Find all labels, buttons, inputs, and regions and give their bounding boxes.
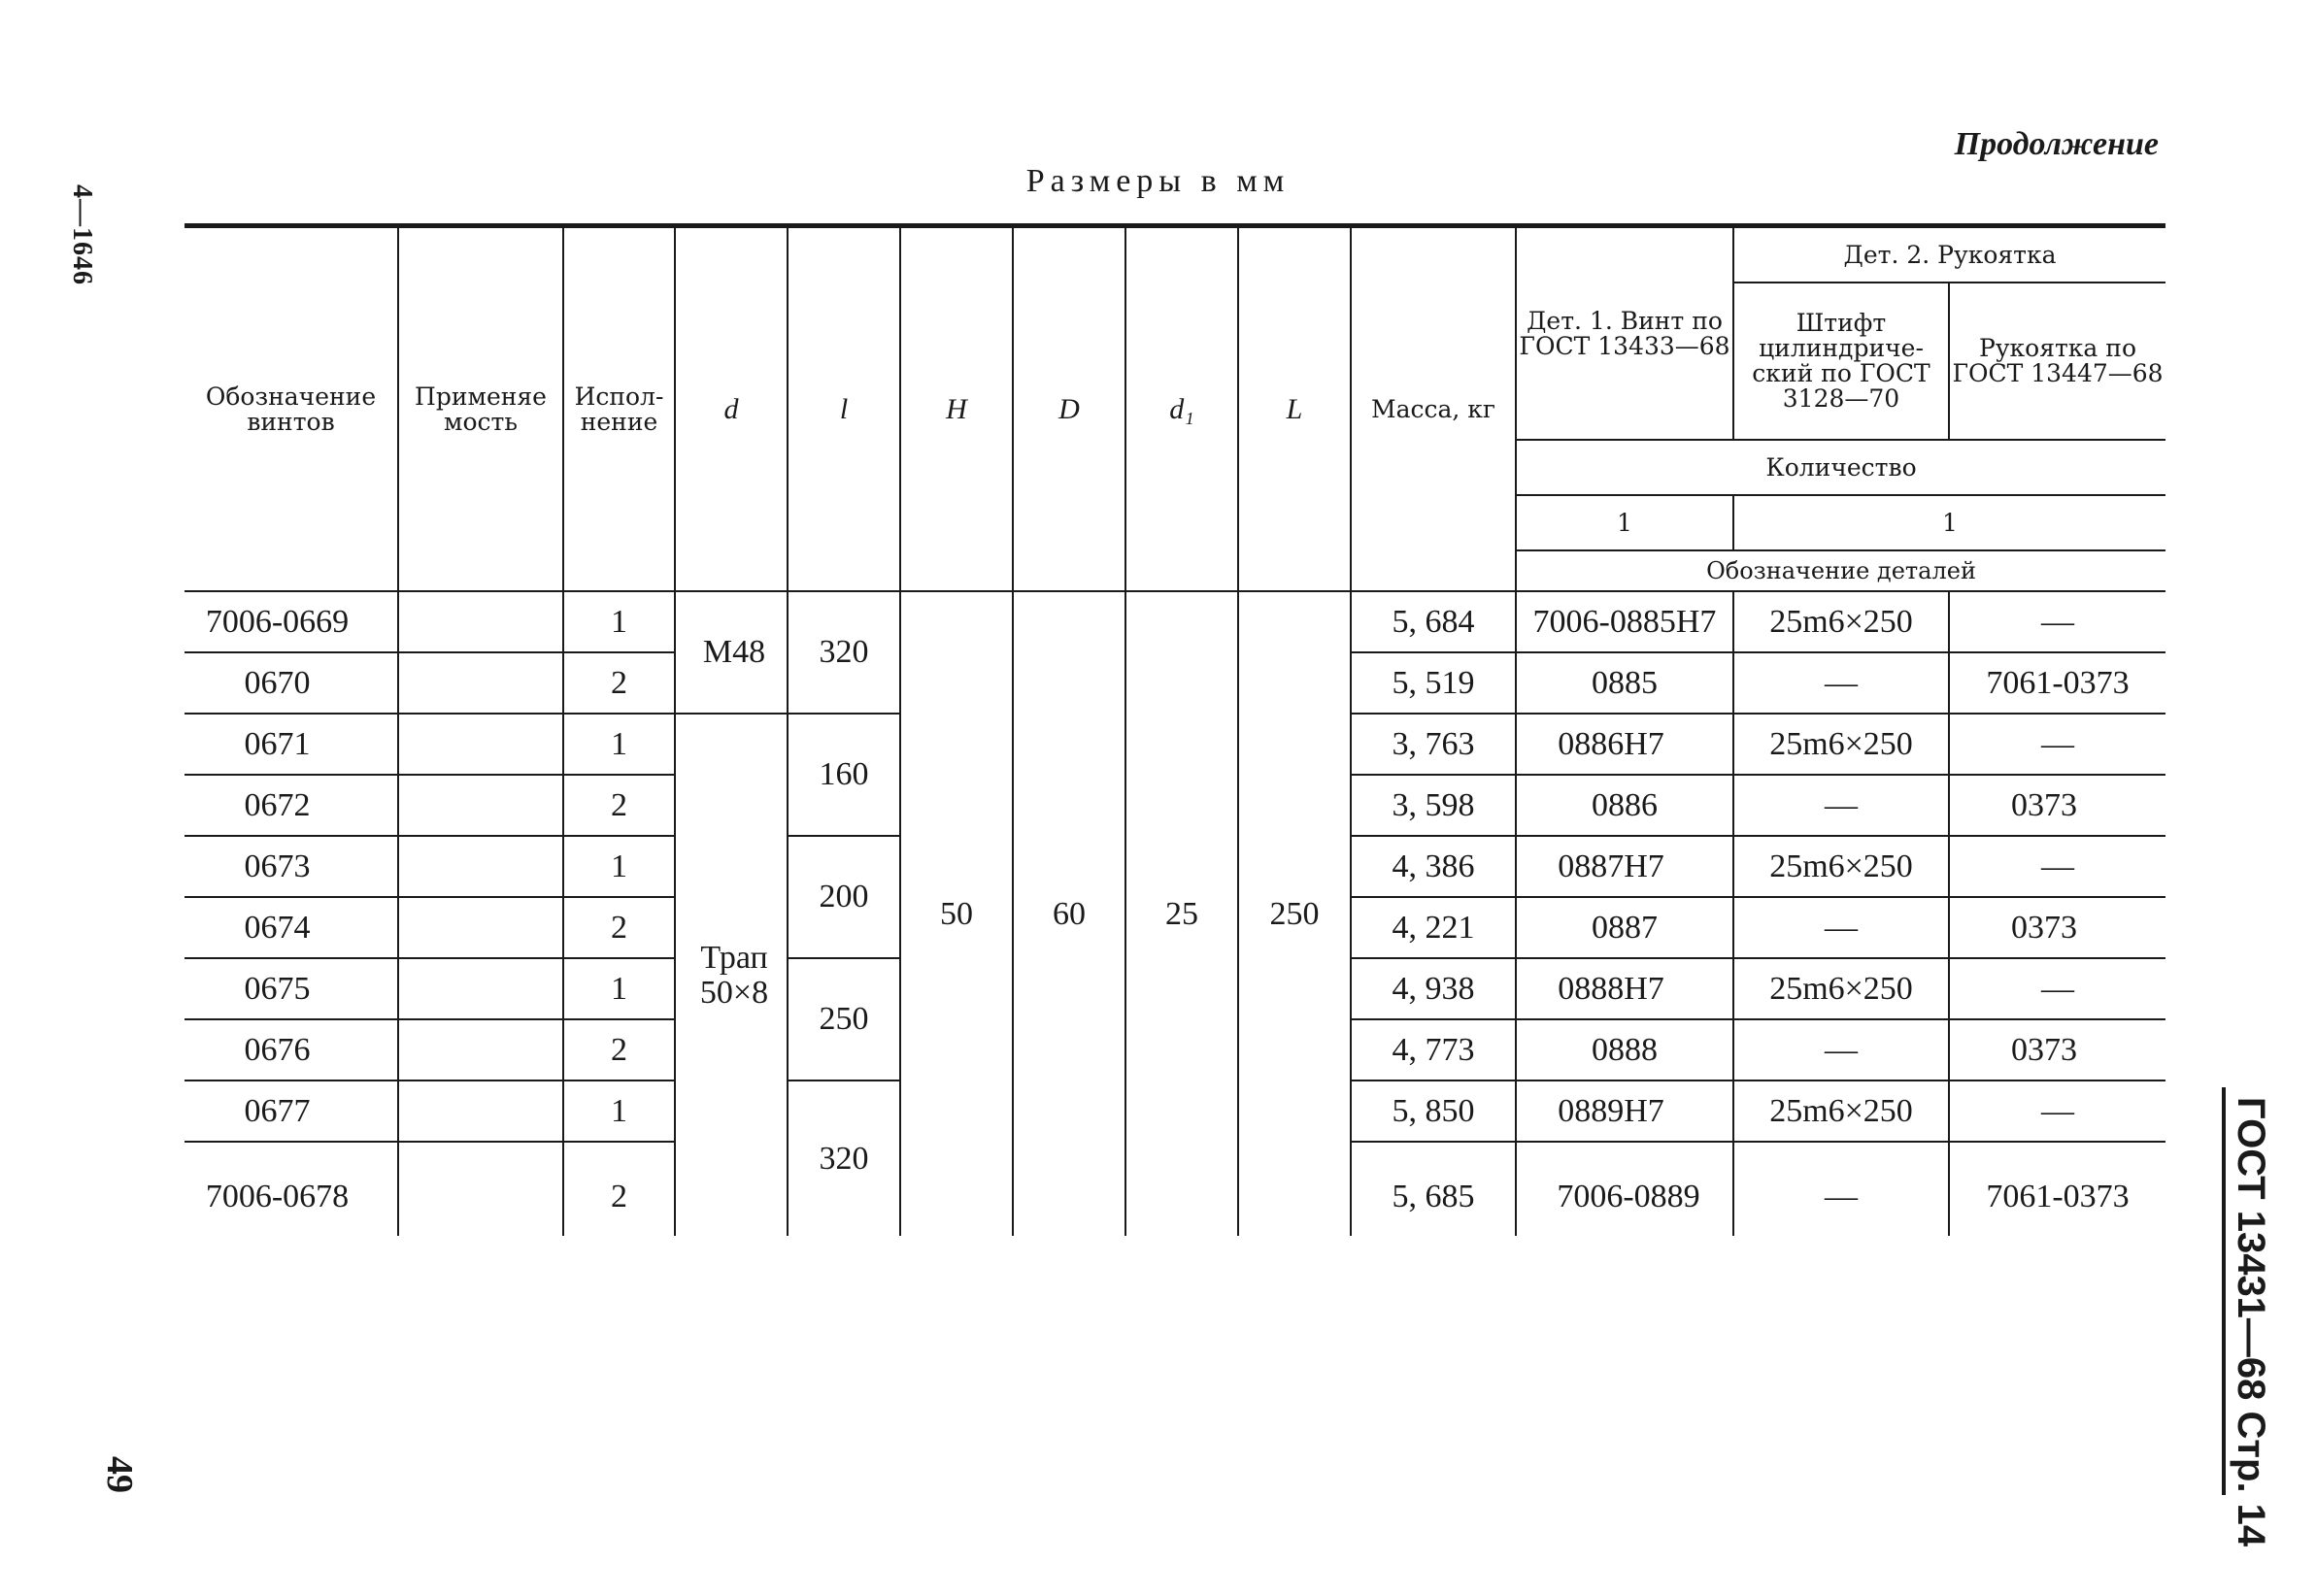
cell-designation: 0675: [185, 958, 398, 1019]
cell-screw: 7006-0885H7: [1516, 591, 1733, 652]
cell-designation: 0670: [185, 652, 398, 714]
cell-mass: 5, 850: [1351, 1081, 1516, 1142]
header-mass: Масса, кг: [1351, 226, 1516, 592]
specification-table: [185, 223, 2165, 1236]
cell-designation: 0673: [185, 836, 398, 897]
cell-pin: —: [1733, 652, 1949, 714]
cell-pin: 25m6×250: [1733, 714, 1949, 775]
cell-handle: —: [1949, 958, 2165, 1019]
cell-l-200: 200: [788, 836, 900, 958]
cell-version: 1: [563, 714, 675, 775]
page-number: 49: [99, 1456, 140, 1493]
header-applicability: Применяе мость: [398, 226, 563, 592]
cell-l-250: 250: [788, 958, 900, 1081]
cell-mass: 4, 386: [1351, 836, 1516, 897]
cell-handle: 0373: [1949, 897, 2165, 958]
cell-designation: 0674: [185, 897, 398, 958]
header-version: Испол-нение: [563, 226, 675, 592]
standard-reference-text: ГОСТ 13431—68 Стр. 14: [2230, 1097, 2272, 1547]
cell-screw: 0886H7: [1516, 714, 1733, 775]
cell-designation: 0672: [185, 775, 398, 836]
cell-d-trap: Трап 50×8: [675, 714, 788, 1236]
cell-screw: 7006-0889: [1516, 1142, 1733, 1236]
cell-l-320-b: 320: [788, 1081, 900, 1236]
cell-designation: 7006-0678: [185, 1142, 398, 1236]
cell-applicability: [398, 714, 563, 775]
cell-designation: 0671: [185, 714, 398, 775]
cell-mass: 3, 763: [1351, 714, 1516, 775]
cell-D: 60: [1013, 591, 1125, 1236]
cell-version: 1: [563, 591, 675, 652]
header-H: H: [900, 226, 1013, 592]
cell-applicability: [398, 1081, 563, 1142]
header-l: l: [788, 226, 900, 592]
cell-applicability: [398, 958, 563, 1019]
standard-reference-rule: [2222, 1087, 2226, 1495]
cell-applicability: [398, 775, 563, 836]
cell-mass: 5, 684: [1351, 591, 1516, 652]
cell-applicability: [398, 1019, 563, 1081]
table-row: [185, 591, 2165, 652]
cell-handle: —: [1949, 836, 2165, 897]
cell-handle: —: [1949, 591, 2165, 652]
cell-pin: 25m6×250: [1733, 591, 1949, 652]
cell-handle: 7061-0373: [1949, 652, 2165, 714]
cell-applicability: [398, 1142, 563, 1236]
cell-pin: 25m6×250: [1733, 1081, 1949, 1142]
header-qty-part2: 1: [1733, 495, 2165, 550]
cell-screw: 0889H7: [1516, 1081, 1733, 1142]
cell-applicability: [398, 591, 563, 652]
side-page-code: 4—1646: [67, 184, 97, 285]
cell-H: 50: [900, 591, 1013, 1236]
cell-handle: —: [1949, 1081, 2165, 1142]
dimensions-caption-text: Размеры в мм: [1025, 163, 1291, 199]
cell-version: 1: [563, 958, 675, 1019]
cell-version: 2: [563, 1142, 675, 1236]
cell-applicability: [398, 897, 563, 958]
cell-pin: 25m6×250: [1733, 958, 1949, 1019]
cell-applicability: [398, 836, 563, 897]
dimensions-caption: [0, 163, 2316, 200]
header-D: D: [1013, 226, 1125, 592]
cell-pin: —: [1733, 1019, 1949, 1081]
cell-applicability: [398, 652, 563, 714]
cell-handle: 0373: [1949, 1019, 2165, 1081]
header-quantity: Количество: [1516, 440, 2165, 495]
header-qty-part1: 1: [1516, 495, 1733, 550]
header-designation: Обозначение винтов: [185, 226, 398, 592]
cell-pin: —: [1733, 1142, 1949, 1236]
cell-designation: 0676: [185, 1019, 398, 1081]
cell-designation: 7006-0669: [185, 591, 398, 652]
cell-d1: 25: [1125, 591, 1238, 1236]
cell-screw: 0885: [1516, 652, 1733, 714]
continuation-label: Продолжение: [1954, 126, 2159, 162]
header-d1: d₁: [1125, 226, 1238, 592]
header-d: d: [675, 226, 788, 592]
cell-mass: 5, 519: [1351, 652, 1516, 714]
cell-L: 250: [1238, 591, 1351, 1236]
cell-screw: 0888: [1516, 1019, 1733, 1081]
cell-mass: 4, 221: [1351, 897, 1516, 958]
header-pin: Штифт цилиндриче-ский по ГОСТ 3128—70: [1733, 283, 1949, 440]
cell-screw: 0887: [1516, 897, 1733, 958]
cell-mass: 3, 598: [1351, 775, 1516, 836]
cell-version: 2: [563, 1019, 675, 1081]
header-part2: Дет. 2. Рукоятка: [1733, 226, 2165, 283]
cell-pin: 25m6×250: [1733, 836, 1949, 897]
header-L: L: [1238, 226, 1351, 592]
cell-pin: —: [1733, 897, 1949, 958]
cell-handle: 7061-0373: [1949, 1142, 2165, 1236]
cell-screw: 0887H7: [1516, 836, 1733, 897]
header-part1: Дет. 1. Винт по ГОСТ 13433—68: [1516, 226, 1733, 441]
header-part-designation: Обозначение деталей: [1516, 550, 2165, 591]
cell-handle: 0373: [1949, 775, 2165, 836]
cell-pin: —: [1733, 775, 1949, 836]
cell-handle: —: [1949, 714, 2165, 775]
header-handle: Рукоятка по ГОСТ 13447—68: [1949, 283, 2165, 440]
cell-screw: 0888H7: [1516, 958, 1733, 1019]
cell-screw: 0886: [1516, 775, 1733, 836]
cell-mass: 4, 773: [1351, 1019, 1516, 1081]
cell-l-320-a: 320: [788, 591, 900, 714]
cell-mass: 5, 685: [1351, 1142, 1516, 1236]
cell-mass: 4, 938: [1351, 958, 1516, 1019]
cell-version: 1: [563, 1081, 675, 1142]
cell-d-m48: М48: [675, 591, 788, 714]
cell-version: 2: [563, 897, 675, 958]
standard-reference: [2230, 1097, 2272, 1547]
cell-version: 2: [563, 652, 675, 714]
cell-version: 2: [563, 775, 675, 836]
cell-designation: 0677: [185, 1081, 398, 1142]
cell-version: 1: [563, 836, 675, 897]
cell-l-160: 160: [788, 714, 900, 836]
